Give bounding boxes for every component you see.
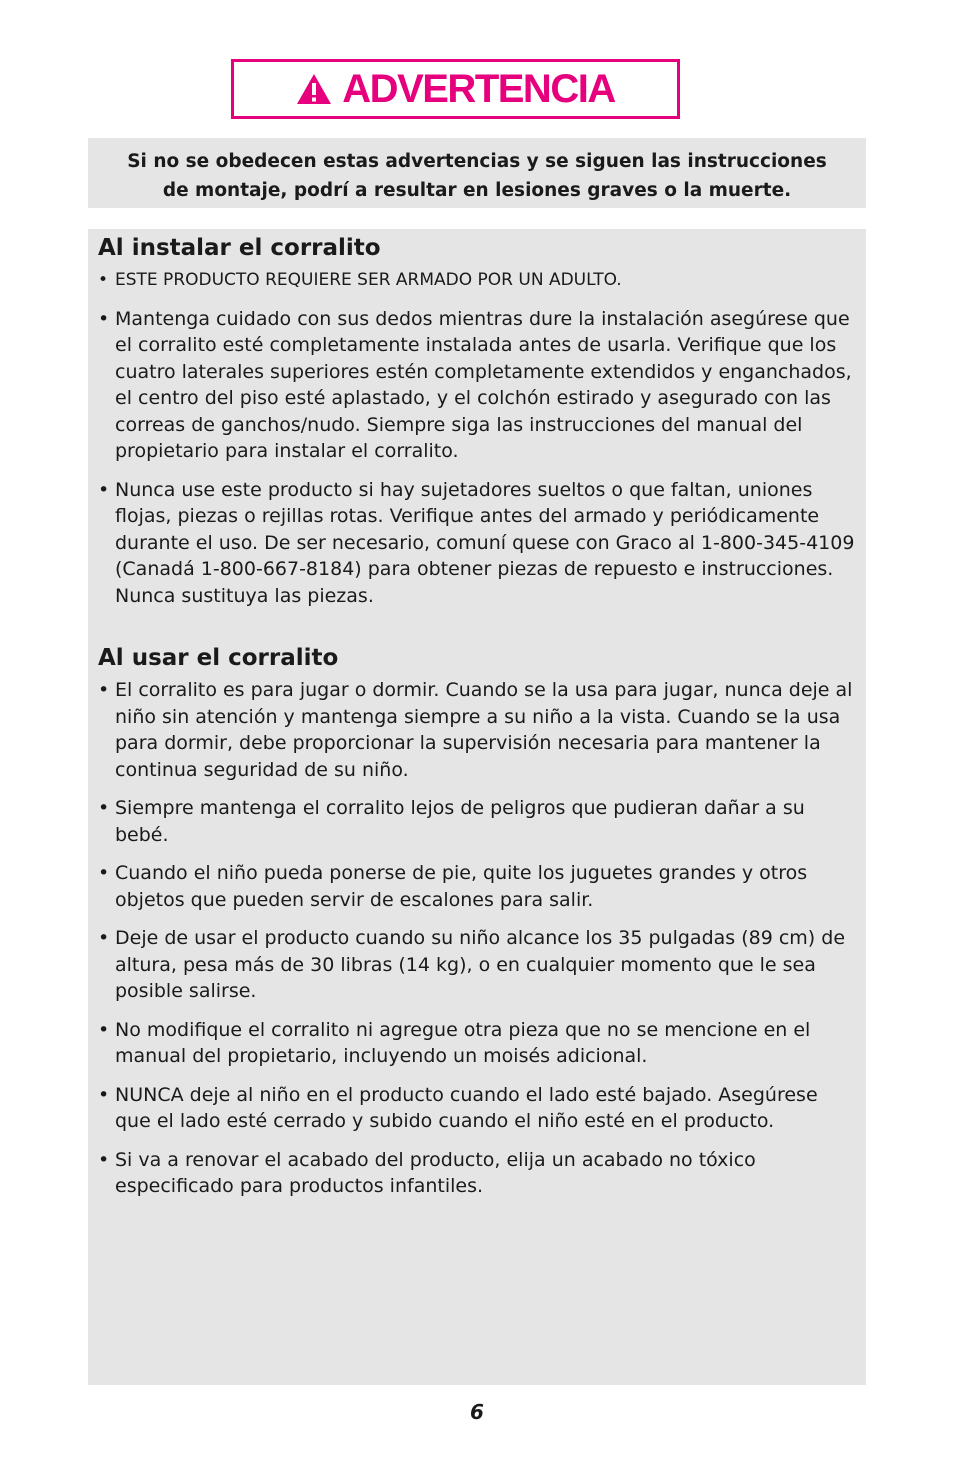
page-number: 6 (470, 1400, 484, 1424)
install-bullet-list (98, 267, 858, 609)
warning-title: ADVERTENCIA (342, 67, 615, 111)
use-bullet-list (98, 677, 858, 1200)
use-bullet-1: • El corralito es para jugar o dormir. Cuando se la usa para jugar, nunca deje al niño sin atención y mantenga siempre a su niño a la vista. Cuando se la usa para dormir, debe proporcionar la supervisión necesaria para mantener la continua seguridad de su niño. (98, 677, 858, 783)
use-bullet-3: • Cuando el niño pueda ponerse de pie, quite los juguetes grandes y otros objetos que pueden servir de escalones para salir. (98, 860, 858, 913)
intro-line-1: Si no se obedecen estas advertencias y se siguen las instrucciones (127, 151, 827, 172)
use-bullet-6: • NUNCA deje al niño en el producto cuando el lado esté bajado. Asegúrese que el lado esté cerrado y subido cuando el niño esté en el producto. (98, 1082, 858, 1135)
instructions-box (88, 229, 866, 1385)
section-heading-use: Al usar el corralito (98, 645, 339, 671)
intro-line-2: de montaje, podrí a resultar en lesiones graves o la muerte. (162, 180, 792, 201)
install-bullet-2: • Mantenga cuidado con sus dedos mientras dure la instalación asegúrese que el corralito esté completamente instalada antes de usarla. Verifique que los cuatro laterales superiores estén completamente extendidos y enganchados, el centro del piso esté aplastado, y el colchón estirado y asegurado con las correas de ganchos/nudo. Siempre siga las instrucciones del manual del propietario para instalar el corralito. (98, 306, 858, 465)
section-heading-install: Al instalar el corralito (98, 235, 381, 261)
use-bullet-4: • Deje de usar el producto cuando su niño alcance los 35 pulgadas (89 cm) de altura, pesa más de 30 libras (14 kg), o en cualquier momento que le sea posible salirse. (98, 925, 858, 1005)
warning-banner (231, 59, 680, 119)
warning-triangle-icon (296, 73, 332, 105)
intro-warning-box (88, 138, 866, 208)
use-bullet-2: • Siempre mantenga el corralito lejos de peligros que pudieran dañar a su bebé. (98, 795, 858, 848)
use-bullet-7: • Si va a renovar el acabado del producto, elija un acabado no tóxico especificado para productos infantiles. (98, 1147, 858, 1200)
install-bullet-1: • ESTE PRODUCTO REQUIERE SER ARMADO POR UN ADULTO. (98, 267, 858, 294)
install-bullet-3: • Nunca use este producto si hay sujetadores sueltos o que faltan, uniones flojas, piezas o rejillas rotas. Verifique antes del armado y periódicamente durante el uso. De ser necesario, comuní quese con Graco al 1-800-345-4109 (Canadá 1-800-667-8184) para obtener piezas de repuesto e instrucciones. Nunca sustituya las piezas. (98, 477, 858, 610)
use-bullet-5: • No modifique el corralito ni agregue otra pieza que no se mencione en el manual del propietario, incluyendo un moisés adicional. (98, 1017, 858, 1070)
